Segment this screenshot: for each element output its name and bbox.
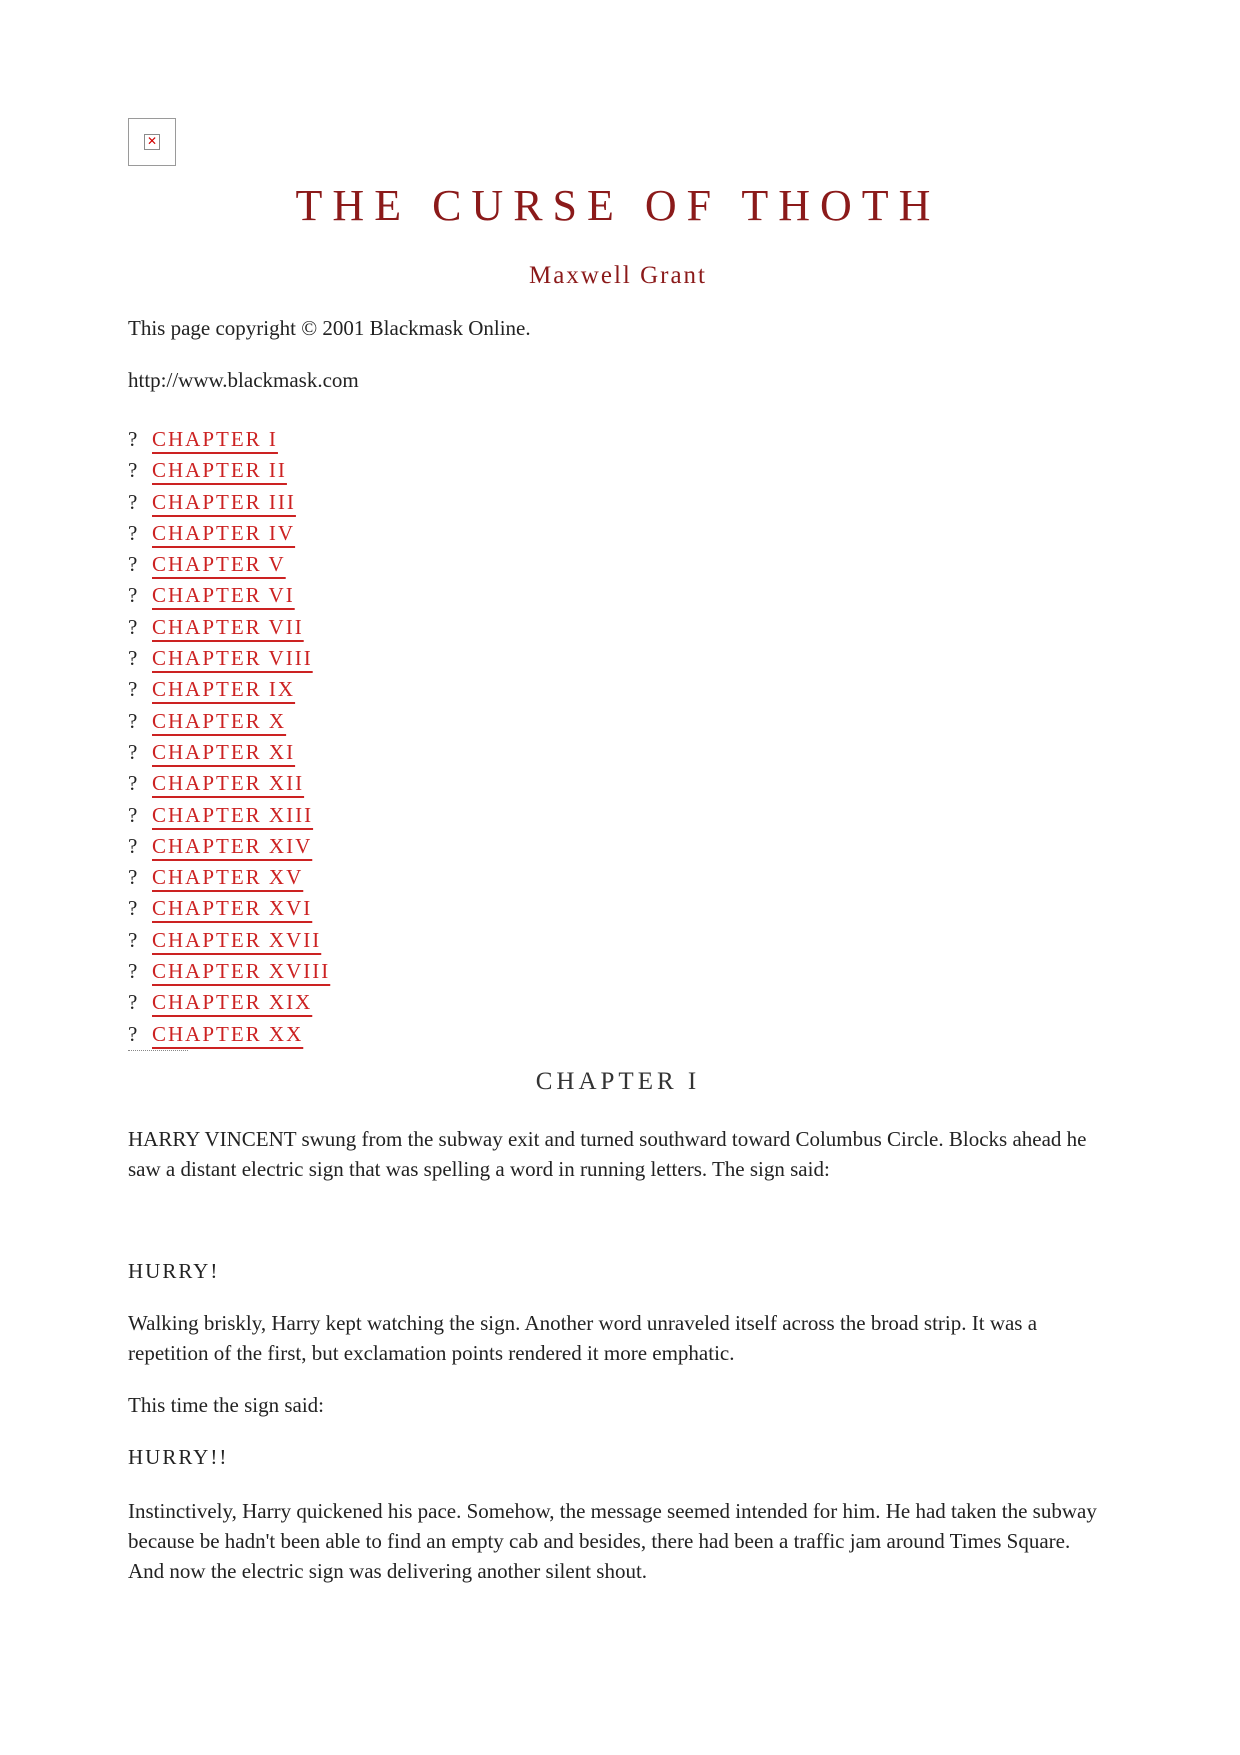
book-title: THE CURSE OF THOTH <box>295 181 941 230</box>
toc-item <box>128 612 330 643</box>
table-of-contents <box>128 424 330 1050</box>
toc-bullet: ? <box>128 583 138 608</box>
toc-bullet: ? <box>128 614 138 639</box>
copyright-notice: This page copyright © 2001 Blackmask Online. <box>128 316 531 340</box>
toc-item <box>128 893 330 924</box>
toc-link[interactable]: CHAPTER XX <box>152 1021 304 1046</box>
toc-divider <box>128 1050 188 1055</box>
toc-item <box>128 518 330 549</box>
toc-link[interactable]: CHAPTER II <box>152 458 287 483</box>
chapter-paragraph: HURRY! <box>128 1259 220 1283</box>
toc-item <box>128 643 330 674</box>
toc-link[interactable]: CHAPTER IX <box>152 677 296 702</box>
broken-image-icon: ✕ <box>144 134 160 150</box>
toc-item <box>128 987 330 1018</box>
toc-item <box>128 1019 330 1050</box>
chapter-paragraph: HARRY VINCENT swung from the subway exit and turned southward toward Columbus Circle. Blocks ahead he saw a distant electric sign that was spelling a word in running letters. The sign said: <box>128 1127 1087 1181</box>
toc-link[interactable]: CHAPTER VIII <box>152 646 313 671</box>
toc-link[interactable]: CHAPTER XII <box>152 771 305 796</box>
toc-bullet: ? <box>128 677 138 702</box>
toc-link[interactable]: CHAPTER XI <box>152 739 296 764</box>
toc-bullet: ? <box>128 739 138 764</box>
broken-image-placeholder <box>128 118 176 166</box>
toc-bullet: ? <box>128 646 138 671</box>
chapter-paragraph: Instinctively, Harry quickened his pace. Somehow, the message seemed intended for him. He had taken the subway because be hadn't been able to find an empty cab and besides, there had been a traffic jam around Times Square. And now the electric sign was delivering another silent shout. <box>128 1499 1097 1583</box>
toc-item <box>128 706 330 737</box>
toc-item <box>128 424 330 455</box>
toc-link[interactable]: CHAPTER I <box>152 427 278 451</box>
toc-bullet: ? <box>128 458 138 483</box>
toc-bullet: ? <box>128 802 138 827</box>
toc-bullet: ? <box>128 990 138 1015</box>
toc-item <box>128 737 330 768</box>
toc-link[interactable]: CHAPTER VII <box>152 614 304 639</box>
toc-link[interactable]: CHAPTER VI <box>152 583 295 608</box>
source-url: http://www.blackmask.com <box>128 368 359 392</box>
toc-link[interactable]: CHAPTER XVI <box>152 896 313 921</box>
toc-link[interactable]: CHAPTER XIII <box>152 802 314 827</box>
toc-item <box>128 549 330 580</box>
toc-link[interactable]: CHAPTER XVII <box>152 927 322 952</box>
toc-item <box>128 800 330 831</box>
toc-item <box>128 674 330 705</box>
toc-item <box>128 831 330 862</box>
toc-item <box>128 455 330 486</box>
toc-bullet: ? <box>128 896 138 921</box>
toc-bullet: ? <box>128 552 138 577</box>
toc-link[interactable]: CHAPTER XV <box>152 865 304 890</box>
toc-bullet: ? <box>128 959 138 984</box>
toc-link[interactable]: CHAPTER X <box>152 708 287 733</box>
chapter-paragraph: Walking briskly, Harry kept watching the sign. Another word unraveled itself across the broad strip. It was a repetition of the first, but exclamation points rendered it more emphatic. <box>128 1311 1038 1365</box>
toc-bullet: ? <box>128 427 138 451</box>
toc-bullet: ? <box>128 771 138 796</box>
toc-bullet: ? <box>128 489 138 514</box>
toc-link[interactable]: CHAPTER XVIII <box>152 959 331 984</box>
toc-link[interactable]: CHAPTER IV <box>152 520 296 545</box>
toc-link[interactable]: CHAPTER III <box>152 489 296 514</box>
toc-link[interactable]: CHAPTER XIX <box>152 990 313 1015</box>
toc-bullet: ? <box>128 708 138 733</box>
toc-bullet: ? <box>128 833 138 858</box>
chapter-paragraph: This time the sign said: <box>128 1393 324 1417</box>
chapter-heading: CHAPTER I <box>535 1068 701 1095</box>
toc-link[interactable]: CHAPTER V <box>152 552 286 577</box>
book-author: Maxwell Grant <box>528 262 708 289</box>
toc-bullet: ? <box>128 865 138 890</box>
toc-item <box>128 925 330 956</box>
toc-link[interactable]: CHAPTER XIV <box>152 833 313 858</box>
toc-item <box>128 862 330 893</box>
toc-item <box>128 956 330 987</box>
toc-bullet: ? <box>128 1021 138 1046</box>
toc-item <box>128 487 330 518</box>
toc-item <box>128 768 330 799</box>
toc-item <box>128 580 330 611</box>
toc-bullet: ? <box>128 520 138 545</box>
chapter-paragraph: HURRY!! <box>128 1445 229 1469</box>
toc-bullet: ? <box>128 927 138 952</box>
